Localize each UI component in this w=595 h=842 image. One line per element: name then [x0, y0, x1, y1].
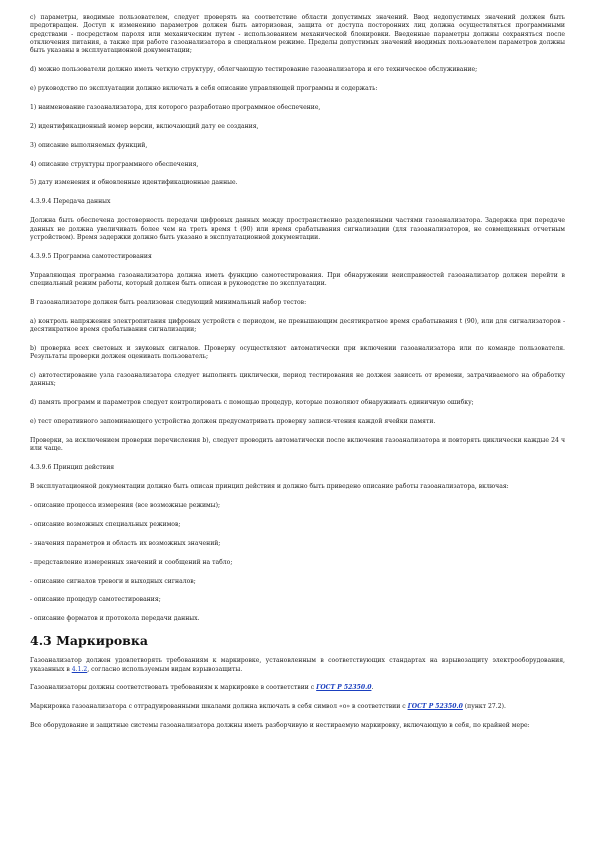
- text: (пункт 27.2).: [462, 703, 506, 711]
- paragraph: Проверки, за исключением проверки перечисления b), следует проводить автоматически после включения газоанализатора и повторять циклически каждые 24 ч или чаще.: [30, 437, 565, 453]
- list-item: 5) дату изменения и обновленные идентификационные данные.: [30, 179, 238, 187]
- list-item: 4) описание структуры программного обеспечения,: [30, 160, 199, 168]
- list-item: - описание возможных специальных режимов;: [30, 520, 181, 528]
- text: Газоанализаторы должны соответствовать требованиям к маркировке в соответствии с: [30, 684, 317, 692]
- section-number-title: 4.3.9.4 Передача данных: [30, 198, 111, 206]
- paragraph: Все оборудование и защитные системы газоанализатора должны иметь разборчивую и нестираемую маркировку, включающую в себя, по крайней мере:: [30, 722, 530, 730]
- list-item: - описание процедур самотестирования;: [30, 596, 161, 604]
- paragraph: d) можно пользователи должно иметь четкую структуру, облегчающую тестирование газоанализатора и его техническое обслуживание;: [30, 66, 478, 74]
- list-item: - описание сигналов тревоги и выходных сигналов;: [30, 577, 196, 585]
- paragraph: В газоанализаторе должен быть реализован следующий минимальный набор тестов:: [30, 298, 307, 306]
- paragraph: [30, 657, 565, 674]
- section-heading: 4.3 Маркировка: [30, 633, 148, 649]
- paragraph: с) параметры, вводимые пользователем, следует проверять на соответствие области допустимых значений. Ввод недопустимых значений должен быть предотвращен. Доступ к изменению параметров должен быть авторизован, защита от доступа посторонних лиц должна осуществляться программными средствами - посредством пароля или механическим путем - использованием механической блокировки. Введенные параметры должны сохраняться после отключения питания, а также при работе газоанализатора в специальном режиме. Пределы допустимых значений вводимых пользователем параметров должны быть указаны в эксплуатационной документации;: [30, 14, 565, 55]
- list-item: - описание процесса измерения (все возможные режимы);: [30, 501, 221, 509]
- text: .: [371, 684, 374, 692]
- list-item: 1) наименование газоанализатора, для которого разработано программное обеспечение,: [30, 103, 321, 111]
- paragraph: е) руководство по эксплуатации должно включать в себя описание управляющей программы и содержать:: [30, 84, 378, 92]
- list-item: - описание форматов и протокола передачи данных.: [30, 615, 200, 623]
- paragraph: е) тест оперативного запоминающего устройства должен предусматривать проверку записи-чтения каждой ячейки памяти.: [30, 418, 436, 426]
- paragraph: с) автотестирование узла газоанализатора следует выполнять циклически, период тестирования не должен зависеть от времени, затрачиваемого на обработку данных;: [30, 372, 565, 388]
- text: , согласно используемым видам взрывозащиты.: [87, 665, 243, 673]
- document-page: [30, 14, 565, 741]
- paragraph: d) память программ и параметров следует контролировать с помощью процедур, которые позволяют обнаруживать единичную ошибку;: [30, 399, 474, 407]
- paragraph: Должна быть обеспечена достоверность передачи цифровых данных между пространственно разделенными частями газоанализатора. Задержка при передаче данных не должна увеличивать более чем на треть время t (90) или время срабатывания сигнализации (для газоанализаторов, не совмещенных отчетным устройством). Время задержки должно быть указано в эксплуатационной документации.: [30, 217, 565, 241]
- paragraph: а) контроль напряжения электропитания цифровых устройств с периодом, не превышающим десятикратное время срабатывания t (90), или для сигнализаторов - десятикратное время срабатывания сигнализации;: [30, 317, 565, 333]
- list-item: - представление измеренных значений и сообщений на табло;: [30, 558, 233, 566]
- text: Маркировка газоанализатора с отградуированными шкалами должна включать в себя символ «о» в соответствии с: [30, 703, 408, 711]
- list-item: 2) идентификационный номер версии, включающий дату ее создания,: [30, 122, 259, 130]
- list-item: - значения параметров и область их возможных значений;: [30, 539, 221, 547]
- paragraph: b) проверка всех световых и звуковых сигналов. Проверку осуществляют автоматически при включении газоанализатора или по команде пользователя. Результаты проверки должен оценивать пользователь;: [30, 344, 565, 361]
- paragraph: [30, 684, 565, 692]
- text: Газоанализатор должен удовлетворять требованиям к маркировке, установленным в соответствующих стандартах на взрывозащиту электрооборудования, указанных в: [30, 657, 565, 673]
- list-item: 3) описание выполняемых функций,: [30, 141, 148, 149]
- clause-link[interactable]: 4.1.2: [71, 665, 88, 673]
- section-number-title: 4.3.9.5 Программа самотестирования: [30, 252, 152, 260]
- standard-link[interactable]: ГОСТ Р 52350.0: [407, 703, 463, 711]
- paragraph: В эксплуатационной документации должно быть описан принцип действия и должно быть приведено описание работы газоанализатора, включая:: [30, 483, 509, 491]
- paragraph: Управляющая программа газоанализатора должна иметь функцию самотестирования. При обнаружении неисправностей газоанализатор должен перейти в специальный режим работы, который должен быть описан в руководстве по эксплуатации.: [30, 271, 565, 287]
- standard-link[interactable]: ГОСТ Р 52350.0: [316, 684, 372, 692]
- paragraph: [30, 703, 565, 711]
- section-number-title: 4.3.9.6 Принцип действия: [30, 464, 115, 472]
